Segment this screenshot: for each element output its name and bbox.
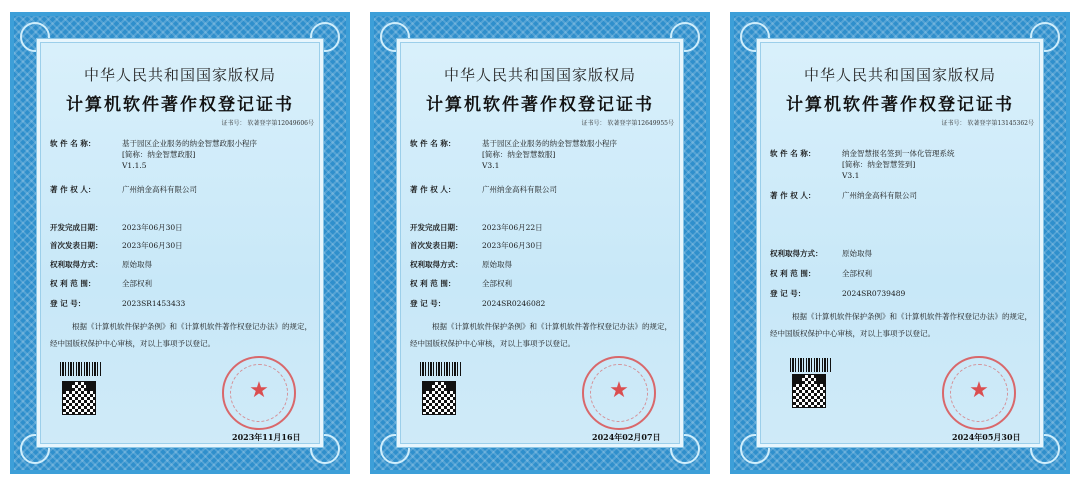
scope-row (50, 278, 316, 289)
certificate-number: 证书号： 软著登字第12049606号 (221, 120, 314, 127)
certificate-title: 计算机软件著作权登记证书 (66, 95, 294, 115)
certificate-2 (370, 12, 710, 474)
scope-row (410, 278, 676, 289)
pub-date-label: 首次发表日期： (50, 241, 103, 250)
registration-row (50, 298, 316, 309)
qr-code-icon (422, 381, 456, 415)
dev-date-row (50, 222, 316, 233)
acquisition-row (770, 248, 1036, 259)
scope-value: 全部权利 (482, 279, 512, 288)
legal-basis: 根据《计算机软件保护条例》和《计算机软件著作权登记办法》的规定，经中国版权保护中心审核，对以上事项予以登记。 (50, 322, 312, 348)
acquisition-value: 原始取得 (122, 260, 152, 269)
software-name-label: 软 件 名 称： (770, 149, 816, 158)
software-name-row (770, 148, 1036, 181)
software-version: V3.1 (842, 171, 860, 180)
owner-row (410, 184, 676, 195)
scope-label: 权 利 范 围： (770, 269, 816, 278)
legal-basis: 根据《计算机软件保护条例》和《计算机软件著作权登记办法》的规定，经中国版权保护中心审核，对以上事项予以登记。 (770, 312, 1032, 338)
issuing-agency: 中华人民共和国国家版权局 (443, 66, 636, 84)
owner-value: 广州纳金高科有限公司 (122, 185, 197, 194)
registration-label: 登 记 号： (770, 289, 806, 298)
software-name-row (50, 138, 316, 171)
acquisition-label: 权利取得方式： (770, 249, 823, 258)
issue-date: 2024年02月07日 (592, 432, 661, 442)
software-name: 纳金智慧报名签到一体化管理系统 (842, 149, 955, 158)
barcode-icon (60, 362, 102, 376)
issue-date: 2024年05月30日 (952, 432, 1021, 442)
acquisition-label: 权利取得方式： (410, 260, 463, 269)
acquisition-label: 权利取得方式： (50, 260, 103, 269)
owner-row (50, 184, 316, 195)
owner-label: 著 作 权 人： (770, 191, 816, 200)
acquisition-row (410, 259, 676, 270)
registration-row (410, 298, 676, 309)
scope-row (770, 268, 1036, 279)
owner-label: 著 作 权 人： (50, 185, 96, 194)
software-name-row (410, 138, 676, 171)
official-seal-icon: ★ (942, 356, 1016, 430)
certificate-number: 证书号： 软著登字第12649955号 (581, 120, 674, 127)
dev-date-value: 2023年06月22日 (482, 223, 543, 232)
pub-date-row (410, 240, 676, 251)
acquisition-value: 原始取得 (842, 249, 872, 258)
dev-date-row (410, 222, 676, 233)
dev-date-label: 开发完成日期： (50, 223, 103, 232)
software-name-label: 软 件 名 称： (410, 139, 456, 148)
pub-date-label: 首次发表日期： (410, 241, 463, 250)
registration-number: 2023SR1453433 (122, 299, 186, 308)
issuing-agency: 中华人民共和国国家版权局 (83, 66, 276, 84)
software-short-name: [简称：纳金智慧签到] (842, 160, 916, 169)
barcode-icon (420, 362, 462, 376)
software-name-label: 软 件 名 称： (50, 139, 96, 148)
registration-number: 2024SR0739489 (842, 289, 906, 298)
registration-row (770, 288, 1036, 299)
owner-value: 广州纳金高科有限公司 (482, 185, 557, 194)
registration-label: 登 记 号： (50, 299, 86, 308)
barcode-icon (790, 358, 832, 372)
certificate-3 (730, 12, 1070, 474)
qr-code-icon (792, 374, 826, 408)
software-short-name: [简称：纳金智慧数服] (482, 150, 556, 159)
certificate-title: 计算机软件著作权登记证书 (786, 95, 1014, 115)
owner-row (770, 190, 1036, 201)
registration-label: 登 记 号： (410, 299, 446, 308)
acquisition-value: 原始取得 (482, 260, 512, 269)
pub-date-value: 2023年06月30日 (482, 241, 543, 250)
software-short-name: [简称：纳金智慧政服] (122, 150, 196, 159)
owner-value: 广州纳金高科有限公司 (842, 191, 917, 200)
software-name: 基于园区企业服务的纳金智慧数服小程序 (482, 139, 617, 148)
software-version: V3.1 (482, 161, 500, 170)
scope-label: 权 利 范 围： (410, 279, 456, 288)
pub-date-row (50, 240, 316, 251)
issuing-agency: 中华人民共和国国家版权局 (803, 66, 996, 84)
official-seal-icon: ★ (582, 356, 656, 430)
software-name: 基于园区企业服务的纳金智慧政服小程序 (122, 139, 257, 148)
official-seal-icon: ★ (222, 356, 296, 430)
qr-code-icon (62, 381, 96, 415)
certificate-1 (10, 12, 350, 474)
certificate-title: 计算机软件著作权登记证书 (426, 95, 654, 115)
registration-number: 2024SR0246082 (482, 299, 546, 308)
dev-date-value: 2023年06月30日 (122, 223, 183, 232)
dev-date-label: 开发完成日期： (410, 223, 463, 232)
certificate-number: 证书号： 软著登字第13145362号 (941, 120, 1034, 127)
owner-label: 著 作 权 人： (410, 185, 456, 194)
acquisition-row (50, 259, 316, 270)
scope-value: 全部权利 (122, 279, 152, 288)
scope-value: 全部权利 (842, 269, 872, 278)
legal-basis: 根据《计算机软件保护条例》和《计算机软件著作权登记办法》的规定，经中国版权保护中心审核，对以上事项予以登记。 (410, 322, 672, 348)
pub-date-value: 2023年06月30日 (122, 241, 183, 250)
scope-label: 权 利 范 围： (50, 279, 96, 288)
software-version: V1.1.5 (122, 161, 147, 170)
issue-date: 2023年11月16日 (232, 432, 301, 442)
